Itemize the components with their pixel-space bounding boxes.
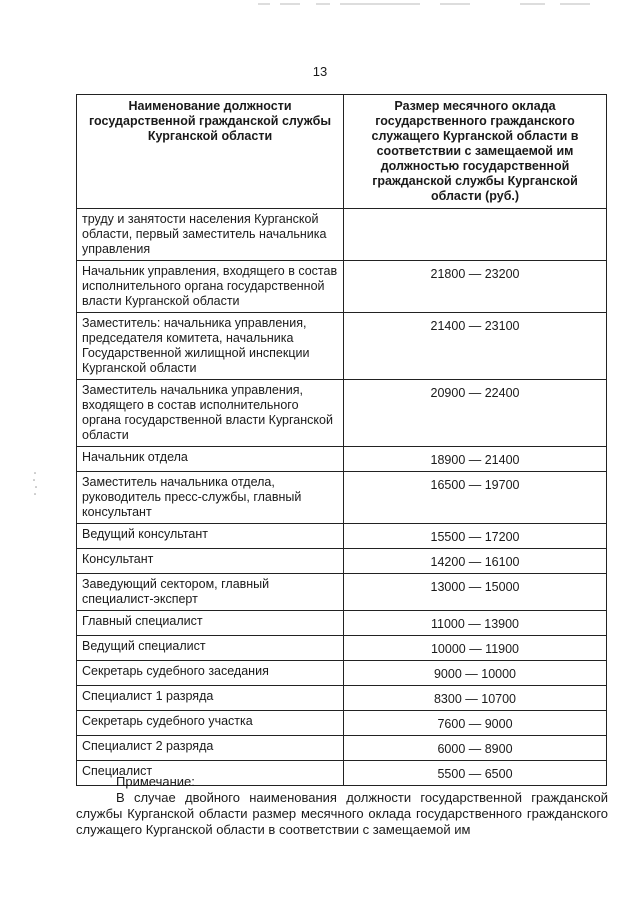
salary-cell: 7600 — 9000 [344, 711, 607, 736]
salary-cell: 15500 — 17200 [344, 524, 607, 549]
position-cell: Консультант [77, 549, 344, 574]
position-cell: Главный специалист [77, 611, 344, 636]
position-cell: Специалист 2 разряда [77, 736, 344, 761]
table-row [77, 686, 607, 711]
page-number: 13 [312, 64, 328, 79]
position-cell: Заведующий сектором, главный специалист-эксперт [77, 574, 344, 611]
scan-artifact-dots [32, 470, 38, 500]
position-cell: Специалист 1 разряда [77, 686, 344, 711]
position-cell: Заместитель начальника управления, входящего в состав исполнительного органа государственной власти Курганской области [77, 380, 344, 447]
table-row [77, 472, 607, 524]
note-title: Примечание: [116, 774, 195, 789]
position-cell: Специалист [77, 761, 344, 786]
position-cell: Ведущий консультант [77, 524, 344, 549]
table-row [77, 261, 607, 313]
position-cell: Заместитель начальника отдела, руководитель пресс-службы, главный консультант [77, 472, 344, 524]
salary-cell: 6000 — 8900 [344, 736, 607, 761]
salary-cell: 9000 — 10000 [344, 661, 607, 686]
salary-cell: 20900 — 22400 [344, 380, 607, 447]
table-row [77, 447, 607, 472]
table-row [77, 736, 607, 761]
position-cell: Ведущий специалист [77, 636, 344, 661]
table-row [77, 574, 607, 611]
salary-cell: 18900 — 21400 [344, 447, 607, 472]
salary-cell: 8300 — 10700 [344, 686, 607, 711]
table-row [77, 524, 607, 549]
header-salary: Размер месячного оклада государственного гражданского служащего Курганской области в соответствии с замещаемой им должностью государственной гражданской службы Курганской области (руб.) [344, 95, 607, 209]
position-cell: труду и занятости населения Курганской области, первый заместитель начальника управления [77, 209, 344, 261]
salary-cell: 11000 — 13900 [344, 611, 607, 636]
table-row [77, 711, 607, 736]
table-row [77, 313, 607, 380]
salary-cell: 5500 — 6500 [344, 761, 607, 786]
table-row [77, 636, 607, 661]
salary-cell [344, 209, 607, 261]
table-header-row [77, 95, 607, 209]
header-position: Наименование должности государственной гражданской службы Курганской области [77, 95, 344, 209]
table-row [77, 209, 607, 261]
salary-cell: 21400 — 23100 [344, 313, 607, 380]
position-cell: Начальник управления, входящего в состав исполнительного органа государственной власти Курганской области [77, 261, 344, 313]
table-row [77, 549, 607, 574]
table-row [77, 380, 607, 447]
salary-cell: 10000 — 11900 [344, 636, 607, 661]
scan-artifact-marks [0, 0, 640, 10]
position-cell: Секретарь судебного заседания [77, 661, 344, 686]
salary-cell: 13000 — 15000 [344, 574, 607, 611]
note-text: В случае двойного наименования должности государственной гражданской службы Курганской области размер месячного оклада государственного гражданского служащего Курганской области в соответствии с замещаемой им [76, 790, 608, 837]
position-cell: Секретарь судебного участка [77, 711, 344, 736]
note-block [76, 774, 608, 838]
table-row [77, 661, 607, 686]
position-cell: Начальник отдела [77, 447, 344, 472]
salary-cell: 14200 — 16100 [344, 549, 607, 574]
salary-cell: 21800 — 23200 [344, 261, 607, 313]
position-cell: Заместитель: начальника управления, председателя комитета, начальника Государственной жилищной инспекции Курганской области [77, 313, 344, 380]
salary-table [76, 94, 607, 786]
salary-cell: 16500 — 19700 [344, 472, 607, 524]
table-row [77, 611, 607, 636]
